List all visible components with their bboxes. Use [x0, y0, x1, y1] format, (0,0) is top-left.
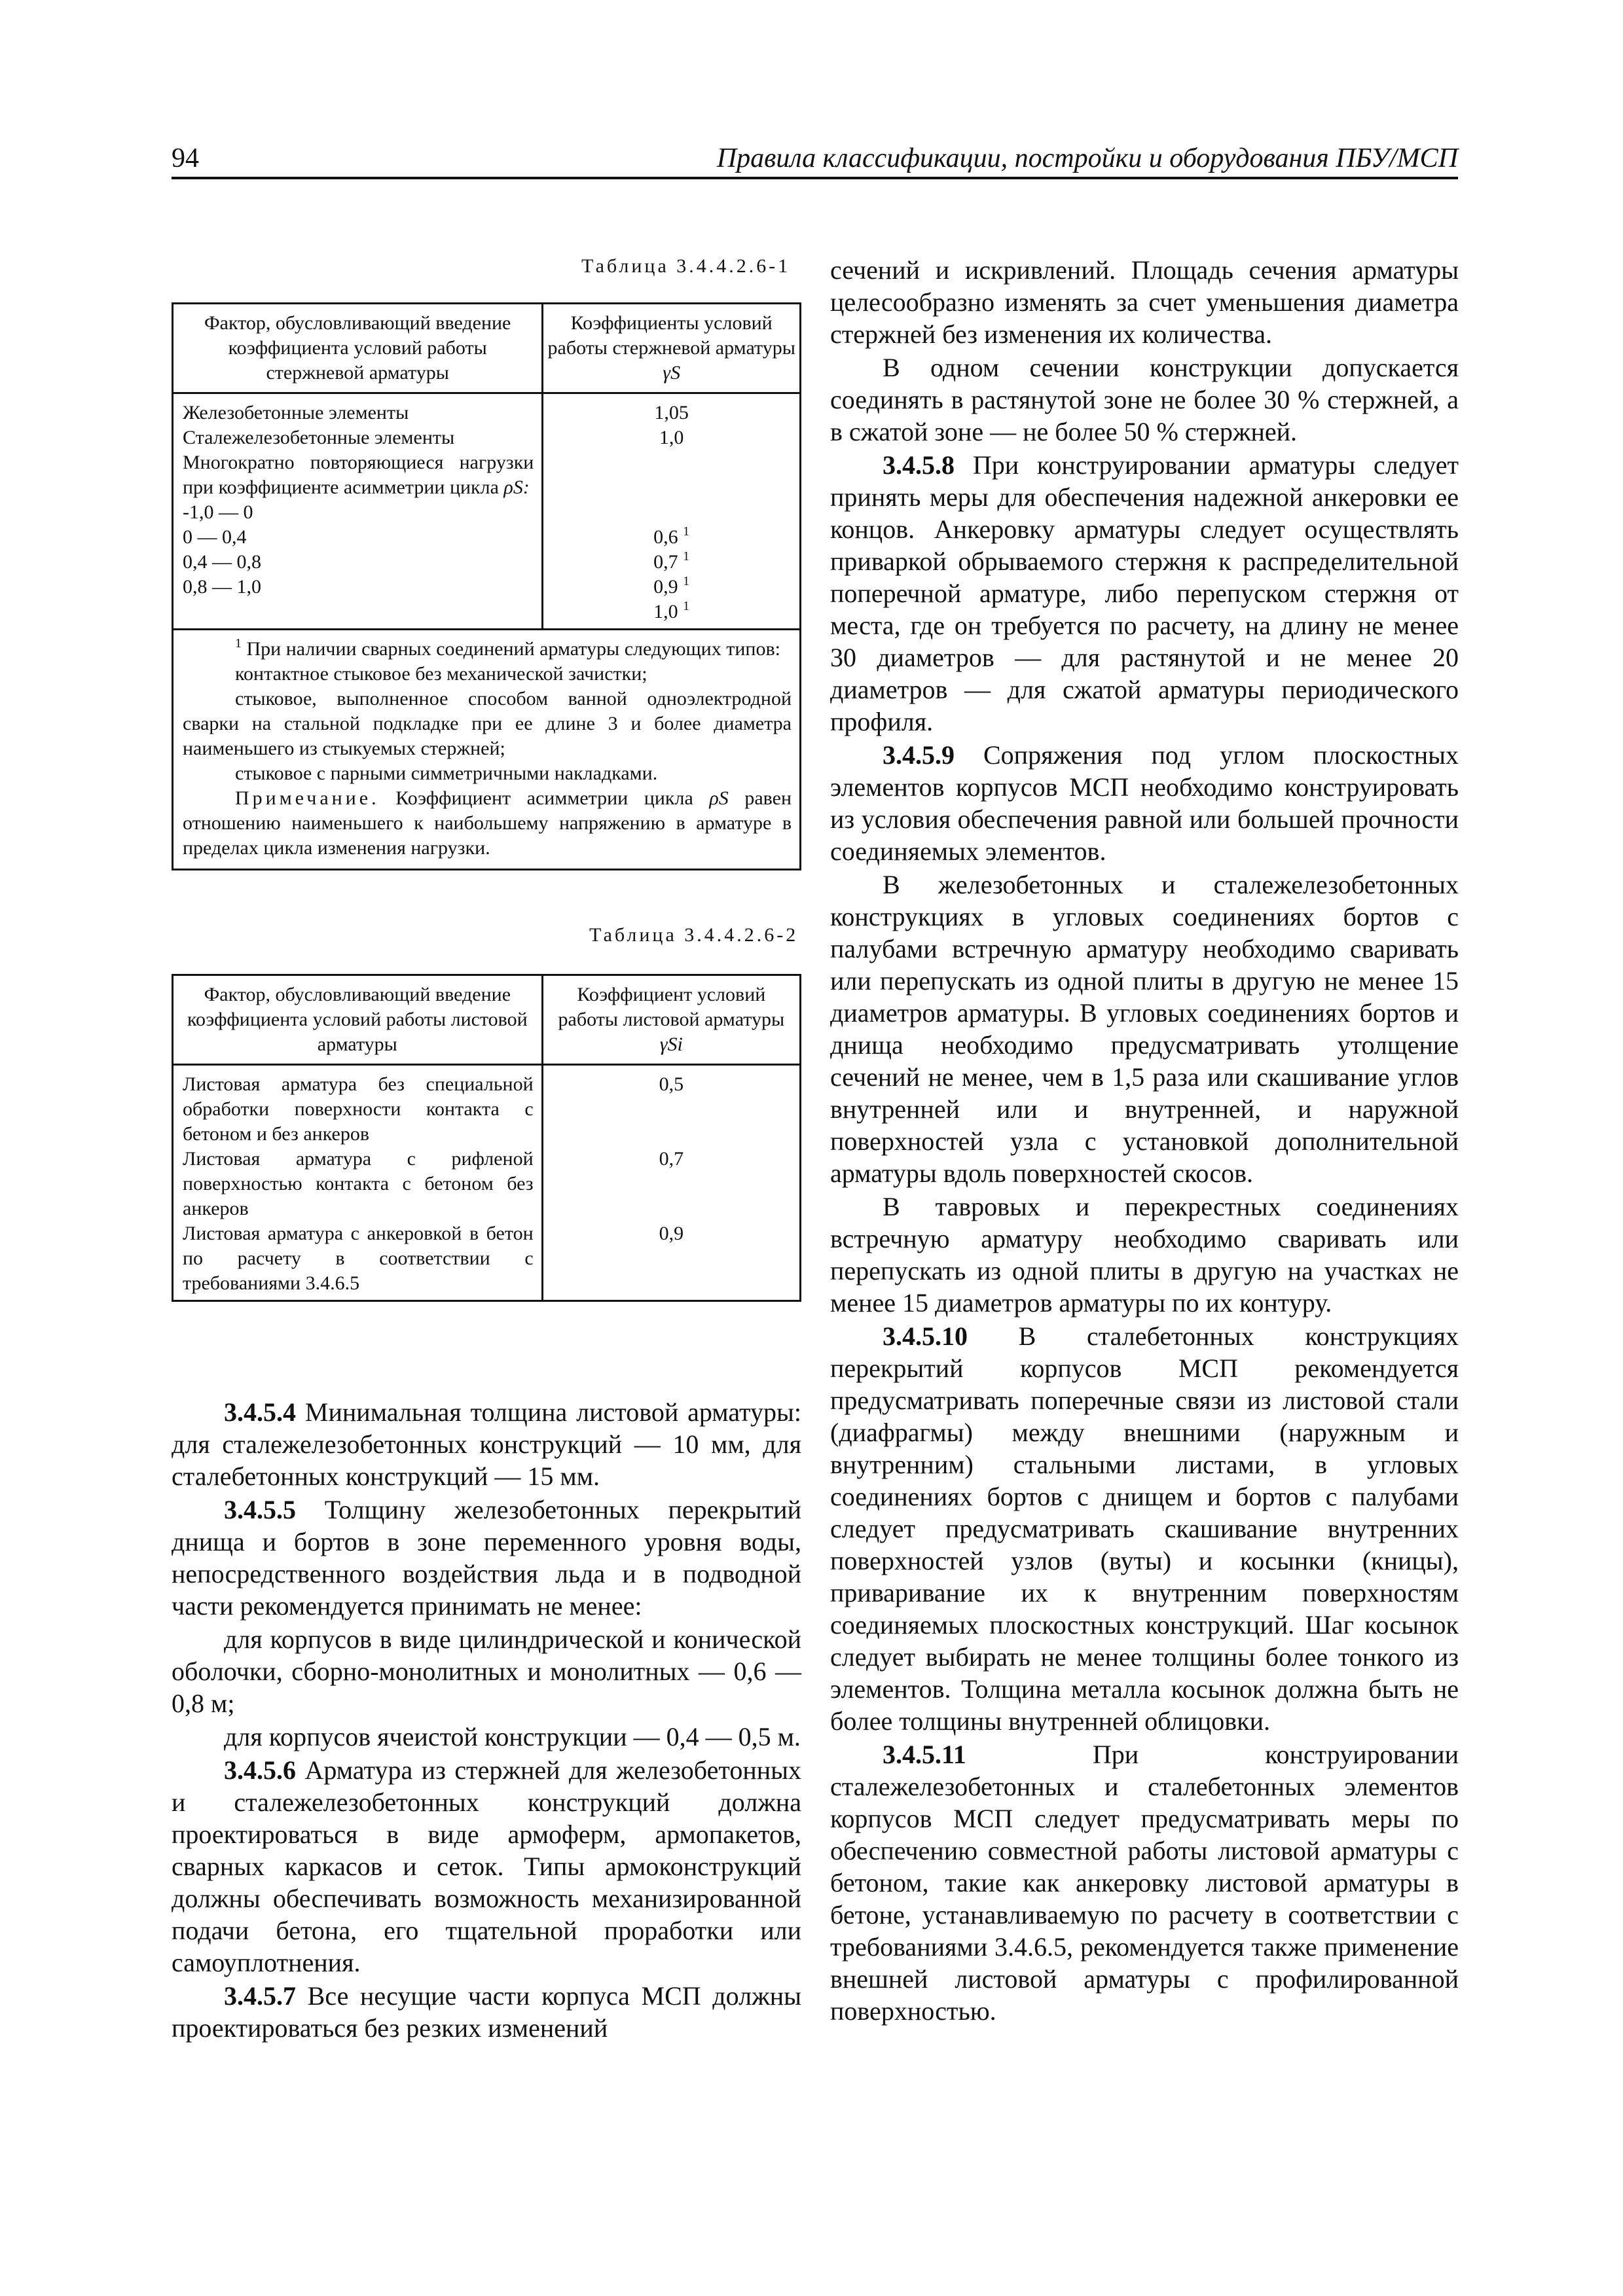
note-item-1: контактное стыковое без механической зачистки;: [235, 663, 647, 685]
page-header: [172, 139, 1458, 178]
table2-values-cell: [542, 1065, 800, 1301]
para-splicing: В одном сечении конструкции допускается соединять в растянутой зоне не более 30 % стержней, а в сжатой зоне — не более 50 % стержней.: [830, 353, 1459, 446]
table1-factors-cell: [173, 393, 543, 630]
table2-factor-0: Листовая арматура без специальной обработки поверхности контакта с бетоном и без анкеров: [183, 1073, 534, 1145]
para-number: 3.4.5.11: [883, 1740, 966, 1769]
table2-factor-1: Листовая арматура с рифленой поверхностью контакта с бетоном без анкеров: [183, 1148, 534, 1219]
para-number: 3.4.5.6: [224, 1755, 296, 1785]
table1-value-5-text: 1,0: [653, 601, 678, 622]
note-primechanie: [183, 786, 792, 861]
left-column: [172, 1396, 801, 2045]
para-number: 3.4.5.9: [883, 740, 955, 770]
table1-body-row: [173, 393, 801, 630]
para-number: 3.4.5.10: [883, 1321, 968, 1351]
para-3-4-5-8: [830, 449, 1459, 738]
rho-s-symbol: ρS: [709, 787, 729, 809]
note-primechanie-text-a: Коэффициент асимметрии цикла: [395, 787, 693, 809]
table2-caption: Таблица 3.4.4.2.6-2: [589, 924, 799, 946]
table-rebar-coefficients: [172, 302, 801, 870]
table1-value-4: [547, 575, 795, 600]
para-continuation: сечений и искривлений. Площадь сечения арматуры целесообразно изменять за счет уменьшения диаметра стержней без изменения их количества.: [830, 255, 1459, 349]
note-item-2: стыковое, выполненное способом ванной одноэлектродной сварки на стальной подкладке при ее длине 3 и более диаметра наименьшего из стыкуемых стержней;: [183, 688, 792, 759]
table1-value-3: [547, 550, 795, 575]
table2-value-spacer: [547, 1172, 795, 1196]
note-footnote-1: [183, 637, 792, 662]
page-number: 94: [172, 143, 199, 173]
table1-value-spacer: [547, 500, 795, 525]
table2-value-2: 0,9: [659, 1223, 684, 1244]
table2-factors-cell: [173, 1065, 543, 1301]
table1-value-0: 1,05: [654, 402, 689, 423]
table2-header-coefficient-text: Коэффициент условий работы листовой арматуры: [558, 984, 785, 1030]
table1-caption: Таблица 3.4.4.2.6-1: [581, 255, 791, 277]
table2-body-row: [173, 1065, 801, 1301]
para-3-4-5-4: [172, 1396, 801, 1492]
table1-factor-5: 0,4 — 0,8: [183, 551, 261, 573]
table2-value-1: 0,7: [659, 1148, 684, 1170]
table1-value-2-text: 0,6: [653, 526, 678, 548]
table1-value-spacer: [547, 450, 795, 475]
table1-factor-3: -1,0 — 0: [183, 501, 253, 523]
table1-factor-2: [183, 450, 534, 500]
para-number: 3.4.5.4: [224, 1397, 296, 1427]
footnote-mark: 1: [683, 524, 690, 539]
para-text: При конструировании арматуры следует принять меры для обеспечения надежной анкеровки ее концов. Анкеровку арматуры следует осуществлять приваркой обрываемого стержня к распределительной поперечной арматуре, либо перепуском стержня от места, где он требуется по расчету, на длину не менее 30 диаметров — для растянутой и не менее 20 диаметров — для сжатой арматуры периодического профиля.: [830, 450, 1459, 736]
table2-value-spacer: [547, 1097, 795, 1122]
table2-header-row: [173, 975, 801, 1065]
table1-value-1: 1,0: [659, 427, 684, 448]
note-item-3: стыковое с парными симметричными накладками.: [235, 762, 658, 784]
header-rule: [172, 177, 1458, 179]
para-3-4-5-11: [830, 1738, 1459, 2027]
note-primechanie-label: Примечание.: [235, 787, 380, 809]
table1-factor-6: 0,8 — 1,0: [183, 576, 261, 598]
para-text: При конструировании сталежелезобетонных и сталебетонных элементов корпусов МСП следует предусматривать меры по обеспечению совместной работы листовой арматуры с бетоном, такие как анкеровку листовой арматуры в бетоне, устанавливаемую по расчету в соответствии с требованиями 3.4.6.5, рекомендуется также применение внешней листовой арматуры с профилированной поверхностью.: [830, 1740, 1459, 2026]
footnote-mark: 1: [235, 636, 242, 651]
table2-factor-2: Листовая арматура с анкеровкой в бетон по расчету в соответствии с требованиями 3.4.6.5: [183, 1223, 534, 1294]
gamma-s-symbol: γS: [663, 362, 681, 384]
para-list-item-2: для корпусов ячеистой конструкции — 0,4 — 0,5 м.: [224, 1722, 801, 1751]
footnote-mark: 1: [683, 549, 690, 564]
table2-value-spacer: [547, 1122, 795, 1147]
table1-header-coefficient: [543, 304, 801, 393]
table1-value-2: [547, 525, 795, 550]
para-list-item-1: для корпусов в виде цилиндрической и конической оболочки, сборно-монолитных и монолитных — 0,6 — 0,8 м;: [172, 1624, 801, 1718]
para-3-4-5-7: [172, 1980, 801, 2044]
rho-s-symbol: ρS:: [503, 476, 530, 498]
para-text: Сопряжения под углом плоскостных элементов корпусов МСП необходимо конструировать из условия обеспечения равной или большей прочности соединяемых элементов.: [830, 740, 1459, 866]
table1-values-cell: [543, 393, 801, 630]
para-3-4-5-5: [172, 1494, 801, 1622]
para-corner-joints: В железобетонных и сталежелезобетонных конструкциях в угловых соединениях бортов с палубами встречную арматуру необходимо сваривать или перепускать из одной плиты в другую не менее 15 диаметров арматуры. В угловых соединениях бортов и днища необходимо предусматривать утолщение сечений не менее, чем в 1,5 раза или скашивание углов внутренней или и внутренней, и наружной поверхностей узла с установкой дополнительной арматуры вдоль поверхностей скосов.: [830, 870, 1459, 1188]
gamma-si-symbol: γSi: [659, 1033, 683, 1055]
table1-value-5: [547, 600, 795, 624]
note-primechanie-text-b: равен отношению наименьшего к наибольшему напряжению в арматуре в пределах цикла изменения нагрузки.: [183, 787, 792, 859]
right-column: [830, 254, 1459, 2028]
para-number: 3.4.5.5: [224, 1495, 296, 1524]
table2-value-0: 0,5: [659, 1073, 684, 1095]
note-footnote-1-text: При наличии сварных соединений арматуры следующих типов:: [246, 638, 780, 660]
table2-value-spacer: [547, 1196, 795, 1221]
table1-value-spacer: [547, 475, 795, 500]
table1-header-factor: Фактор, обусловливающий введение коэффициента условий работы стержневой арматуры: [173, 304, 543, 393]
para-text: Минимальная толщина листовой арматуры: для сталежелезобетонных конструкций — 10 мм, для сталебетонных конструкций — 15 мм.: [172, 1397, 801, 1491]
table1-factor-4: 0 — 0,4: [183, 526, 247, 548]
para-tee-joints: В тавровых и перекрестных соединениях встречную арматуру необходимо сваривать или перепускать из одной плиты в другую на участках не менее 15 диаметров арматуры по их контуру.: [830, 1192, 1459, 1318]
table-sheet-coefficients: [172, 974, 801, 1302]
para-text: В сталебетонных конструкциях перекрытий корпусов МСП рекомендуется предусматривать поперечные связи из листовой стали (диафрагмы) между внешними (наружным и внутренним) стальными листами, в угловых соединениях бортов с днищем и бортов с палубами следует предусматривать скашивание внутренних поверхностей узлов (вуты) и косынки (кницы), приваривание их к внутренним поверхностям соединяемых плоскостных конструкций. Шаг косынок следует выбирать не менее толщины более тонкого из элементов. Толщина металла косынок должна быть не более толщины внутренней облицовки.: [830, 1321, 1459, 1736]
table1-value-3-text: 0,7: [653, 551, 678, 573]
footnote-mark: 1: [683, 574, 690, 588]
para-3-4-5-6: [172, 1754, 801, 1979]
table1-factor-0: Железобетонные элементы: [183, 402, 409, 423]
para-text: Арматура из стержней для железобетонных и сталежелезобетонных конструкций должна проектироваться в виде армоферм, армопакетов, сварных каркасов и сеток. Типы армоконструкций должны обеспечивать возможность механизированной подачи бетона, его тщательной проработки или самоуплотнения.: [172, 1755, 802, 1977]
table1-note-row: [173, 630, 801, 870]
table1-factor-1: Сталежелезобетонные элементы: [183, 427, 455, 448]
table1-value-4-text: 0,9: [653, 576, 678, 598]
para-3-4-5-9: [830, 739, 1459, 867]
para-3-4-5-10: [830, 1320, 1459, 1737]
table1-header-coefficient-text: Коэффициенты условий работы стержневой арматуры: [547, 312, 795, 359]
footnote-mark: 1: [683, 599, 690, 613]
table1-factor-2-text: Многократно повторяющиеся нагрузки при коэффициенте асимметрии цикла: [183, 452, 534, 498]
para-number: 3.4.5.7: [224, 1981, 296, 2011]
table2-header-factor: Фактор, обусловливающий введение коэффициента условий работы листовой арматуры: [173, 975, 543, 1065]
para-text: Толщину железобетонных перекрытий днища и бортов в зоне переменного уровня воды, непосредственного воздействия льда и в подводной части рекомендуется принимать не менее:: [172, 1495, 801, 1621]
table2-header-coefficient: [542, 975, 800, 1065]
para-number: 3.4.5.8: [883, 450, 955, 480]
running-title: Правила классификации, постройки и оборудования ПБУ/МСП: [716, 143, 1458, 173]
table1-header-row: [173, 304, 801, 393]
table1-note: [173, 630, 801, 870]
para-text: Все несущие части корпуса МСП должны проектироваться без резких изменений: [172, 1981, 802, 2043]
